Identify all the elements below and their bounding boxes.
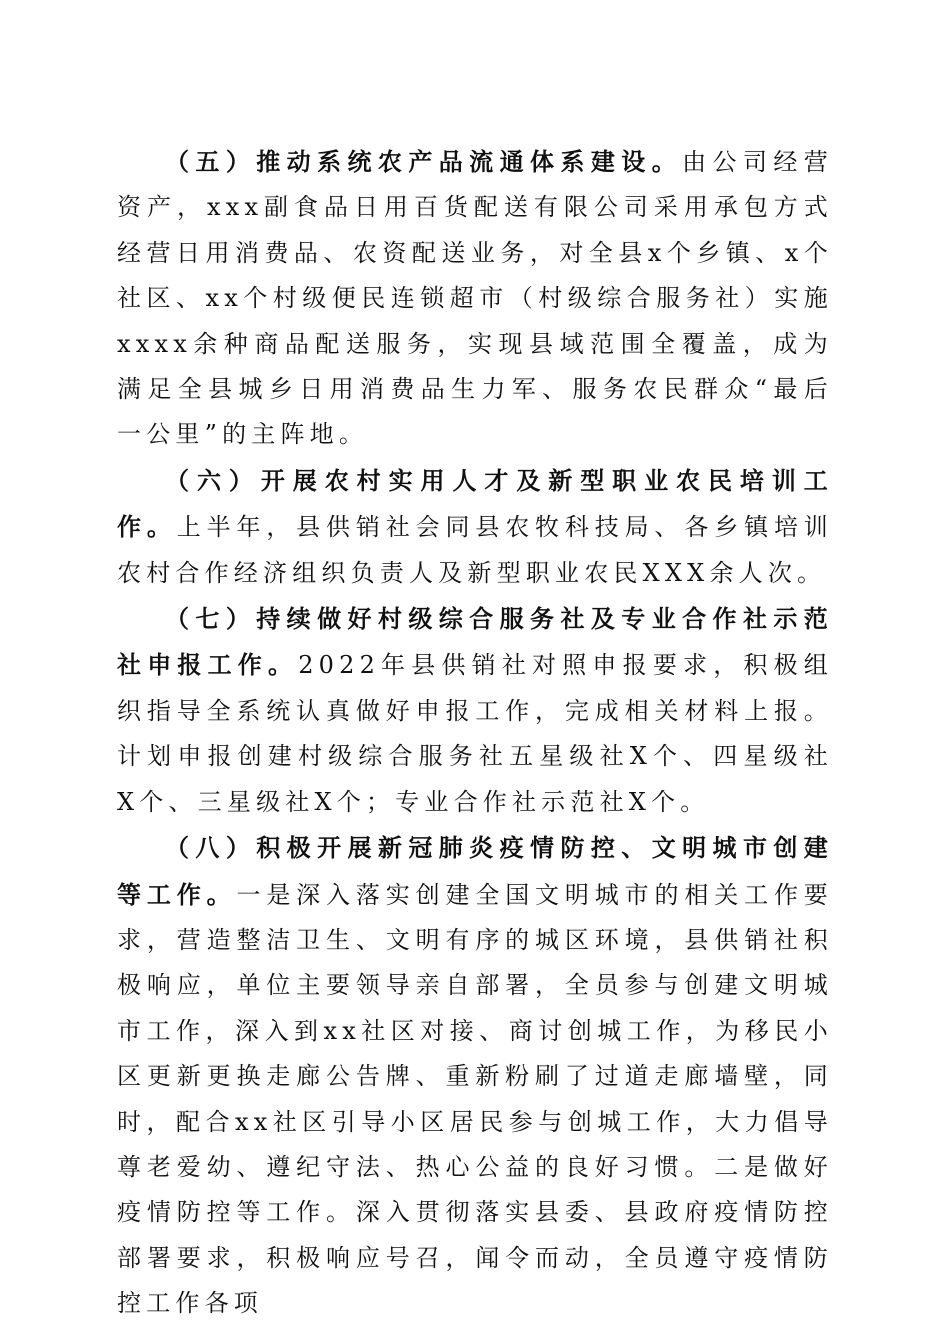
paragraph-6-body: 上半年，县供销社会同县农牧科技局、各乡镇培训农村合作经济组织负责人及新型职业农民XXX余人次。 xyxy=(117,513,833,587)
document-page xyxy=(117,139,833,1327)
paragraph-5-heading: （五）推动系统农产品流通体系建设。 xyxy=(165,147,683,176)
paragraph-6 xyxy=(117,458,833,596)
paragraph-6-heading: （六）开展农村实用人才及新型职业农民培训工作。 xyxy=(117,465,833,542)
paragraph-7-body: 2022年县供销社对照申报要求，积极组织指导全系统认真做好申报工作，完成相关材料上报。计划申报创建村级综合服务社五星级社X个、四星级社X个、三星级社X个；专业合作社示范社X个。 xyxy=(117,651,833,816)
paragraph-7-heading: （七）持续做好村级综合服务社及专业合作社示范社申报工作。 xyxy=(117,604,833,680)
paragraph-8-body: 一是深入落实创建全国文明城市的相关工作要求，营造整洁卫生、文明有序的城区环境，县供销社积极响应，单位主要领导亲自部署，全员参与创建文明城市工作，深入到xx社区对接、商讨创城工作，为移民小区更新更换走廊公告牌、重新粉刷了过道走廊墙壁，同时，配合xx社区引导小区居民参与创城工作，大力倡导尊老爱幼、遵纪守法、热心公益的良好习惯。二是做好疫情防控等工作。深入贯彻落实县委、县政府疫情防控部署要求，积极响应号召，闻令而动，全员遵守疫情防控工作各项 xyxy=(117,880,833,1318)
paragraph-5-body: 由公司经营资产，xxx副食品日用百货配送有限公司采用承包方式经营日用消费品、农资配送业务，对全县x个乡镇、x个社区、xx个村级便民连锁超市（村级综合服务社）实施xxxx余种商品配送服务，实现县域范围全覆盖，成为满足全县城乡日用消费品生力军、服务农民群众“最后一公里”的主阵地。 xyxy=(117,148,833,449)
paragraph-5 xyxy=(117,139,833,458)
paragraph-8 xyxy=(117,825,833,1326)
paragraph-8-heading: （八）积极开展新冠肺炎疫情防控、文明城市创建等工作。 xyxy=(117,833,833,909)
paragraph-7 xyxy=(117,596,833,825)
